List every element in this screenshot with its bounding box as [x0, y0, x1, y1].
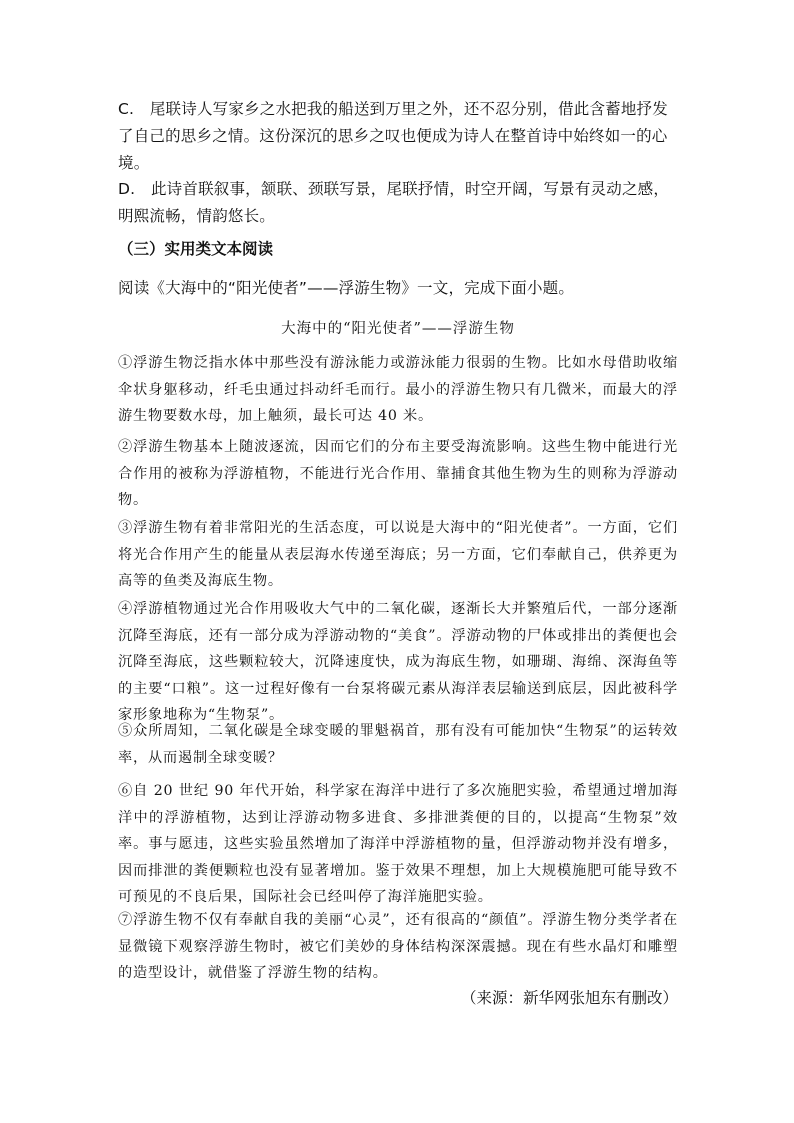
paragraph-2: ②浮游生物基本上随波逐流，因而它们的分布主要受海流影响。这些生物中能进行光合作用的被称为浮游植物，不能进行光合作用、靠捕食其他生物为生的则称为浮游动物。	[118, 439, 678, 508]
paragraph-5: ⑤众所周知，二氧化碳是全球变暖的罪魁祸首，那有没有可能加快“生物泵”的运转效率，从而遏制全球变暖？	[118, 723, 678, 766]
paragraph-7: ⑦浮游生物不仅有奉献自我的美丽“心灵”，还有很高的“颜值”。浮游生物分类学者在显微镜下观察浮游生物时，被它们美妙的身体结构深深震撼。现在有些水晶灯和雕塑的造型设计，就借鉴了浮游生物的结构。	[118, 912, 678, 981]
paragraph-6: ⑥自 20 世纪 90 年代开始，科学家在海洋中进行了多次施肥实验，希望通过增加海洋中的浮游植物，达到让浮游动物多进食、多排泄粪便的目的，以提高“生物泵”效率。事与愿违，这些实验虽然增加了海洋中浮游植物的量，但浮游动物并没有增多，因而排泄的粪便颗粒也没有显著增加。鉴于效果不理想，加上大规模施肥可能导致不可预见的不良后果，国际社会已经叫停了海洋施肥实验。	[118, 783, 678, 905]
option-c: C. 尾联诗人写家乡之水把我的船送到万里之外，还不忍分别，借此含蓄地抒发了自己的思乡之情。这份深沉的思乡之叹也便成为诗人在整首诗中始终如一的心境。	[118, 100, 668, 172]
paragraph-1: ①浮游生物泛指水体中那些没有游泳能力或游泳能力很弱的生物。比如水母借助收缩伞状身躯移动，纤毛虫通过抖动纤毛而行。最小的浮游生物只有几微米，而最大的浮游生物要数水母，加上触须，最长可达 40 米。	[118, 355, 678, 424]
paragraph-4: ④浮游植物通过光合作用吸收大气中的二氧化碳，逐渐长大并繁殖后代，一部分逐渐沉降至海底，还有一部分成为浮游动物的“美食”。浮游动物的尸体或排出的粪便也会沉降至海底，这些颗粒较大，沉降速度快，成为海底生物，如珊瑚、海绵、深海鱼等的主要“口粮”。这一过程好像有一台泵将碳元素从海洋表层输送到底层，因此被科学家形象地称为“生物泵”。	[118, 601, 678, 723]
article-title: 大海中的“阳光使者”——浮游生物	[281, 321, 515, 337]
paragraph-3: ③浮游生物有着非常阳光的生活态度，可以说是大海中的“阳光使者”。一方面，它们将光合作用产生的能量从表层海水传递至海底；另一方面，它们奉献自己，供养更为高等的鱼类及海底生物。	[118, 520, 678, 589]
option-d: D. 此诗首联叙事，颔联、颈联写景，尾联抒情，时空开阔，写景有灵动之感，明熙流畅，情韵悠长。	[118, 180, 670, 225]
source-note: （来源：新华网张旭东有删改）	[460, 989, 678, 1007]
reading-instruction: 阅读《大海中的“阳光使者”——浮游生物》一文，完成下面小题。	[118, 279, 575, 297]
section-heading: （三）实用类文本阅读	[118, 240, 274, 258]
